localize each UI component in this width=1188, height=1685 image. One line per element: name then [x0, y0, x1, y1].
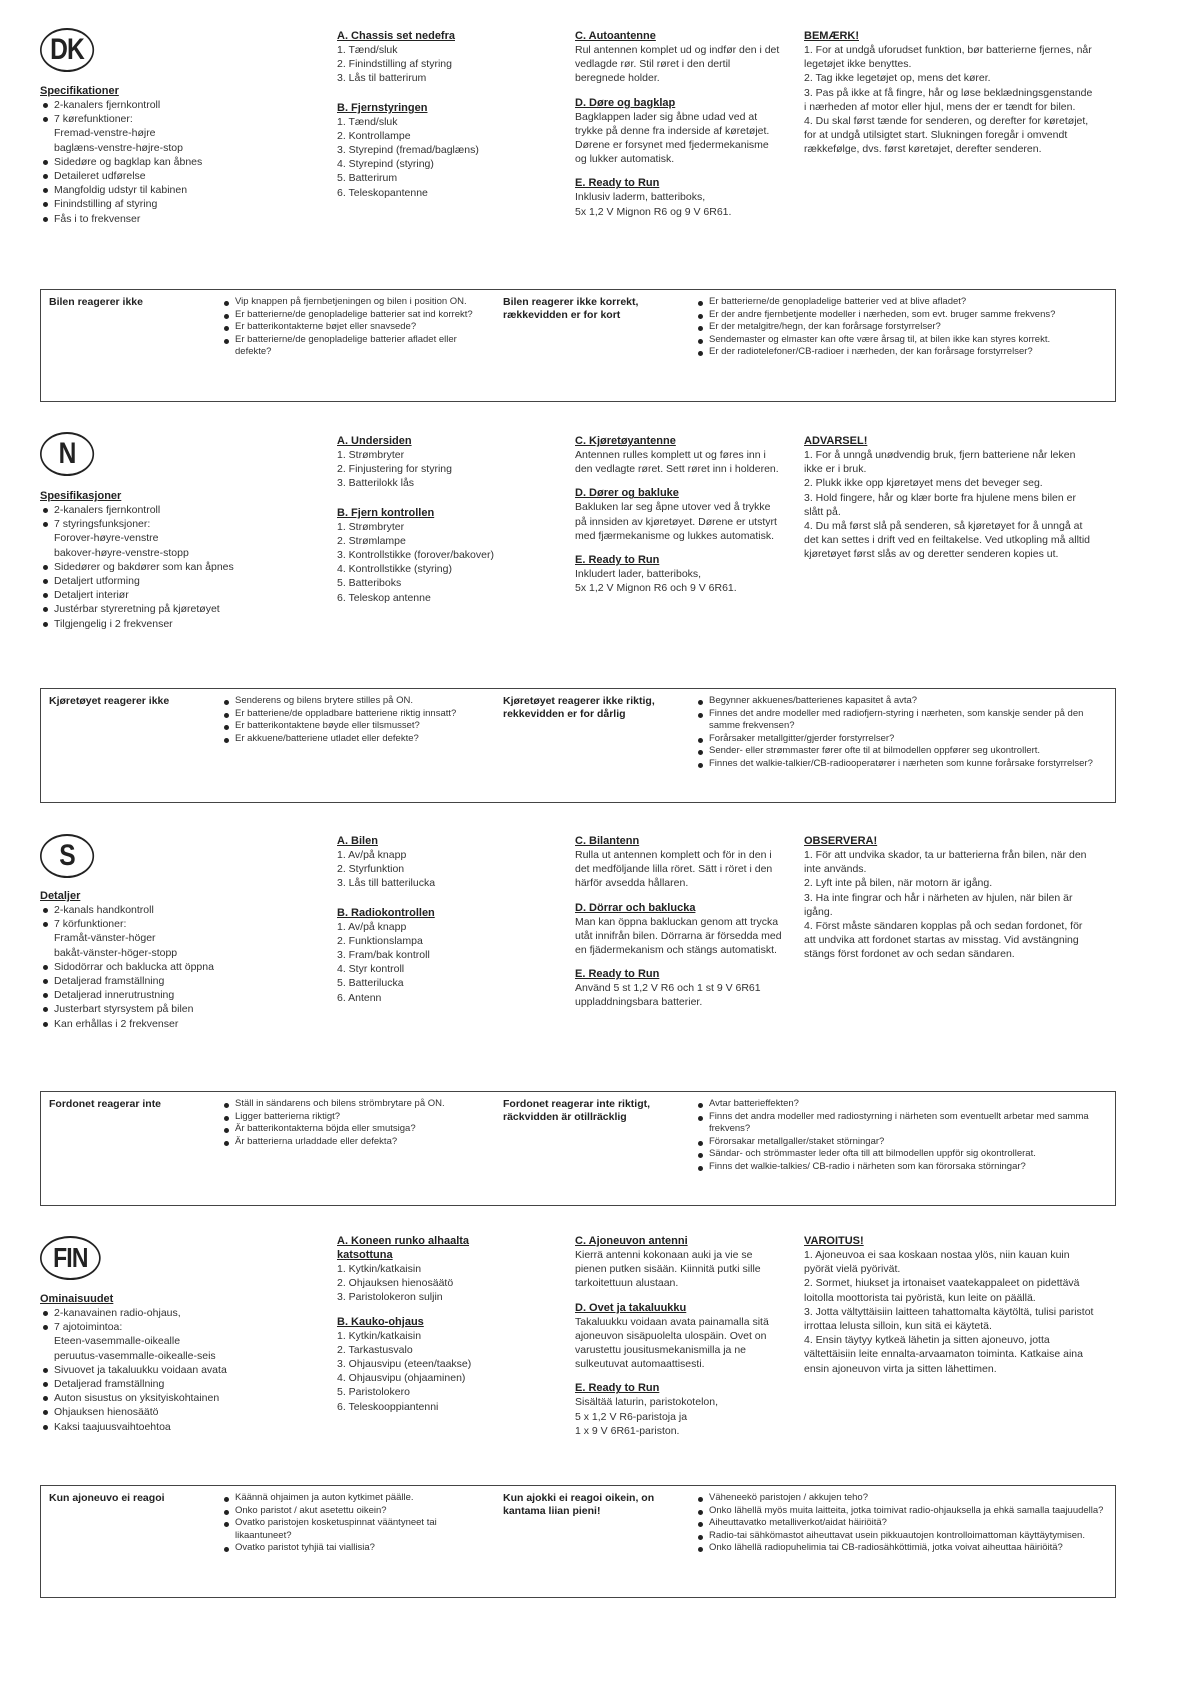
- trouble-item: Sändar- och strömmaster leder ofta till att bilmodellen uppför sig okontrollerat.: [695, 1148, 1105, 1161]
- part-a-item: 3. Lås till batterilucka: [337, 877, 436, 890]
- spec-item: 7 kørefunktioner: Fremad-venstre-højre baglæns-venstre-højre-stop: [40, 112, 270, 155]
- part-a-item: 1. Strømbryter: [337, 449, 405, 461]
- trouble-item: Finnes det walkie-talkier/CB-radiooperatører i nærheten som kunne forårsake forstyrrelser?: [695, 758, 1105, 771]
- warning-title: OBSERVERA!: [804, 835, 878, 847]
- trouble-item: Avtar batterieffekten?: [695, 1098, 1105, 1111]
- part-e-text: Använd 5 st 1,2 V R6 och 1 st 9 V 6R61: [575, 982, 761, 995]
- part-c-text: Kierrä antenni kokonaan auki ja vie se pienen putken sisään. Kiinnitä putki sille tarkoitettuun alustaan.: [575, 1249, 761, 1290]
- spec-item: 7 körfunktioner: Framåt-vänster-höger bakåt-vänster-höger-stopp: [40, 917, 270, 960]
- language-badge-fin: FIN: [40, 1236, 101, 1280]
- warning-item: 4. Först måste sändaren kopplas på och sedan fordonet, för att undvika att fordonet startas av misstag. Vid avstängning stängs först fordonet av och sedan sändaren.: [804, 920, 1083, 961]
- spec-item: Finindstilling af styring: [40, 197, 270, 211]
- warning-item: 1. For å unngå unødvendig bruk, fjern batteriene når leken ikke er i bruk.: [804, 449, 1076, 476]
- spec-item: Sidedører og bakdører som kan åpnes: [40, 560, 270, 574]
- trouble-2-title: Bilen reagerer ikke korrekt, rækkevidden er for kort: [503, 296, 639, 321]
- part-b-item: 4. Styrepind (styring): [337, 158, 434, 171]
- warning-item: 3. Ha inte fingrar och hår i närheten av hjulen, när bilen är igång.: [804, 891, 1073, 918]
- warning-item: 3. Pas på ikke at få fingre, hår og løse beklædningsgenstande i nærheden af motor eller hjul, mens der er tændt for bilen.: [804, 86, 1093, 113]
- troubleshooting-box: [40, 1485, 1116, 1598]
- spec-item: Detaljerad framställning: [40, 974, 270, 988]
- part-b-item: 5. Batteriboks: [337, 577, 402, 590]
- language-badge-n: N: [40, 432, 94, 476]
- part-b-title: B. Fjern kontrollen: [337, 506, 435, 519]
- part-a-item: 3. Lås til batterirum: [337, 72, 427, 85]
- spec-title: Detaljer: [40, 890, 81, 902]
- trouble-item: Onko paristot / akut asetettu oikein?: [221, 1505, 481, 1518]
- spec-item: 7 styringsfunksjoner: Forover-høyre-venstre bakover-høyre-venstre-stopp: [40, 517, 270, 560]
- trouble-item: Vip knappen på fjernbetjeningen og bilen i position ON.: [221, 296, 481, 309]
- trouble-item: Er der andre fjernbetjente modeller i nærheden, som evt. bruger samme frekvens?: [695, 309, 1105, 322]
- part-b-title: B. Fjernstyringen: [337, 101, 428, 114]
- spec-item: Detaljert utforming: [40, 574, 270, 588]
- trouble-item: Er batterikontakterne bøjet eller snavsede?: [221, 321, 481, 334]
- part-a-item: 1. Kytkin/katkaisin: [337, 1263, 422, 1275]
- warning-item: 4. Du må først slå på senderen, så kjøretøyet for å unngå at det kan settes i drift ved en feiltakelse. Ved utkopling må alltid kjøretøyet først slås av og deretter senderen kopies ut.: [804, 520, 1090, 561]
- trouble-1-title: Bilen reagerer ikke: [49, 296, 143, 308]
- part-b-item: 1. Tænd/sluk: [337, 115, 398, 128]
- part-c-text: Rul antennen komplet ud og indfør den i det vedlagde rør. Stil røret i den dertil beregnede holder.: [575, 44, 780, 85]
- trouble-item: Finnes det andre modeller med radiofjern-styring i nærheten, som kanskje sender på den samme frekvensen?: [695, 708, 1105, 733]
- trouble-item: Er batterikontaktene bøyde eller tilsmusset?: [221, 720, 481, 733]
- part-a-item: 2. Styrfunktion: [337, 863, 405, 876]
- warning-item: 4. Ensin täytyy kytkeä lähetin ja sitten ajoneuvo, jotta vältettäisiin leite ennalta-arvaamaton toiminta. Katkaise aina ensin ajoneuvon virta ja sitten lähettimen.: [804, 1334, 1083, 1375]
- trouble-item: Väheneekö paristojen / akkujen teho?: [695, 1492, 1105, 1505]
- part-b-item: 4. Kontrollstikke (styring): [337, 563, 452, 576]
- spec-item: Sidedøre og bagklap kan åbnes: [40, 155, 270, 169]
- warning-item: 2. Plukk ikke opp kjøretøyet mens det beveger seg.: [804, 477, 1043, 490]
- part-c-title: C. Kjøretøyantenne: [575, 435, 676, 447]
- part-c-text: Antennen rulles komplett ut og føres inn i den vedlagte røret. Sett røret inn i holderen.: [575, 449, 779, 476]
- part-a-item: 3. Paristolokeron suljin: [337, 1291, 443, 1304]
- spec-item: Kaksi taajuusvaihtoehtoa: [40, 1420, 280, 1434]
- part-e-text: 5x 1,2 V Mignon R6 och 9 V 6R61.: [575, 582, 737, 595]
- language-badge-dk: DK: [40, 28, 94, 72]
- trouble-2-title: Kjøretøyet reagerer ikke riktig, rekkevidden er for dårlig: [503, 695, 655, 720]
- spec-item: Justerbart styrsystem på bilen: [40, 1002, 270, 1016]
- features-column: [575, 29, 780, 219]
- trouble-1-list: [221, 1492, 481, 1555]
- part-c-title: C. Autoantenne: [575, 30, 656, 42]
- part-e-text: uppladdningsbara batterier.: [575, 996, 703, 1009]
- spec-title: Ominaisuudet: [40, 1293, 114, 1305]
- features-column: [575, 834, 785, 1010]
- part-e-text: 1 x 9 V 6R61-pariston.: [575, 1424, 680, 1437]
- part-d-text: Takaluukku voidaan avata painamalla sitä ajoneuvon sisäpuolelta ulospäin. Ovet on varustettu jousitusmekanismilla ja ne sulkeutuvat automaattisesti.: [575, 1315, 769, 1371]
- trouble-item: Förorsakar metallgaller/staket störningar?: [695, 1136, 1105, 1149]
- troubleshooting-box: [40, 1091, 1116, 1206]
- part-d-title: D. Dører og bakluke: [575, 487, 679, 500]
- trouble-item: Ovatko paristot tyhjiä tai viallisia?: [221, 1542, 481, 1555]
- part-e-text: 5x 1,2 V Mignon R6 og 9 V 6R61.: [575, 205, 732, 218]
- spec-item: 2-kanavainen radio-ohjaus,: [40, 1306, 280, 1320]
- warning-item: 1. Ajoneuvoa ei saa koskaan nostaa ylös, niin kauan kuin pyörät vielä pyörivät.: [804, 1249, 1070, 1276]
- part-b-item: 4. Ohjausvipu (ohjaaminen): [337, 1372, 466, 1385]
- warning-column: [804, 29, 1094, 157]
- warning-column: [804, 1234, 1094, 1376]
- trouble-item: Onko lähellä radiopuhelimia tai CB-radiosähköttimiä, jotka voivat aiheuttaa häiriöitä?: [695, 1542, 1105, 1555]
- warning-item: 3. Jotta vältyttäisiin laitteen tahattomalta käytöltä, tulisi paristot irrottaa lelusta silloin, kun sitä ei käytetä.: [804, 1305, 1094, 1333]
- spec-item: Fås i to frekvenser: [40, 212, 270, 226]
- spec-column: [40, 489, 270, 631]
- spec-item: Sidodörrar och baklucka att öppna: [40, 960, 270, 974]
- trouble-item: Finns det walkie-talkies/ CB-radio i närheten som kan förorsaka störningar?: [695, 1161, 1105, 1174]
- trouble-1-title: Kun ajoneuvo ei reagoi: [49, 1492, 165, 1504]
- part-b-item: 1. Kytkin/katkaisin: [337, 1329, 422, 1342]
- part-e-text: Inkludert lader, batteriboks,: [575, 568, 702, 581]
- language-badge-s: S: [40, 834, 94, 878]
- trouble-item: Är batterikontakterna böjda eller smutsiga?: [221, 1123, 481, 1136]
- warning-item: 2. Sormet, hiukset ja irtonaiset vaatekappaleet on pidettävä loitolla moottorista tai pyöristä, kun leite on päällä.: [804, 1277, 1080, 1304]
- part-e-text: Sisältää laturin, paristokotelon,: [575, 1396, 718, 1409]
- spec-title: Specifikationer: [40, 85, 119, 97]
- part-a-title: A. Chassis set nedefra: [337, 30, 455, 42]
- part-a-item: 2. Ohjauksen hienosäätö: [337, 1277, 454, 1290]
- part-b-title: B. Radiokontrollen: [337, 906, 435, 919]
- part-d-text: Bagklappen lader sig åbne udad ved at trykke på denne fra inderside af køretøjet. Dørene er forsynet med fjedermekanisme og lukker automatisk.: [575, 110, 770, 166]
- trouble-item: Er der radiotelefoner/CB-radioer i nærheden, der kan forårsage forstyrrelser?: [695, 346, 1105, 359]
- part-b-item: 1. Strømbryter: [337, 520, 405, 533]
- trouble-item: Er batterierne/de genopladelige batterier sat ind korrekt?: [221, 309, 481, 322]
- spec-column: [40, 889, 270, 1031]
- part-a-item: 2. Finjustering for styring: [337, 463, 452, 476]
- spec-item: 2-kanalers fjernkontroll: [40, 503, 270, 517]
- part-d-title: D. Døre og bagklap: [575, 96, 676, 109]
- parts-column: [337, 434, 537, 605]
- trouble-item: Ligger batterierna riktigt?: [221, 1111, 481, 1124]
- spec-item: Detaljert interiør: [40, 588, 270, 602]
- part-b-item: 5. Batterirum: [337, 172, 398, 185]
- troubleshooting-box: [40, 289, 1116, 402]
- trouble-2-list: [695, 1492, 1105, 1555]
- part-a-title: A. Undersiden: [337, 435, 412, 447]
- trouble-item: Finns det andra modeller med radiostyrning i närheten som eventuellt arbetar med samma frekvens?: [695, 1111, 1105, 1136]
- part-e-text: Inklusiv laderm, batteriboks,: [575, 191, 706, 204]
- part-b-item: 5. Paristolokero: [337, 1386, 410, 1399]
- trouble-item: Sender- eller strømmaster fører ofte til at bilmodellen oppfører seg ukontrollert.: [695, 745, 1105, 758]
- part-a-title: A. Bilen: [337, 835, 378, 847]
- trouble-item: Er batterierne/de genopladelige batterier afladet eller defekte?: [221, 334, 481, 359]
- spec-item: 2-kanals handkontroll: [40, 903, 270, 917]
- spec-item: Ohjauksen hienosäätö: [40, 1405, 280, 1419]
- part-b-item: 6. Antenn: [337, 991, 382, 1004]
- part-a-item: 2. Finindstilling af styring: [337, 58, 452, 71]
- part-c-text: Rulla ut antennen komplett och för in den i det medföljande lilla röret. Sätt i röret i den härför avsedda hållaren.: [575, 849, 773, 890]
- part-a-item: 3. Batterilokk lås: [337, 477, 415, 490]
- part-b-item: 4. Styr kontroll: [337, 963, 405, 976]
- part-b-item: 6. Teleskopantenne: [337, 186, 428, 199]
- warning-column: [804, 434, 1094, 562]
- trouble-2-title: Kun ajokki ei reagoi oikein, on kantama liian pieni!: [503, 1492, 655, 1517]
- features-column: [575, 1234, 780, 1438]
- spec-column: [40, 84, 270, 226]
- spec-item: Kan erhållas i 2 frekvenser: [40, 1017, 270, 1031]
- warning-title: BEMÆRK!: [804, 30, 859, 42]
- trouble-1-list: [221, 695, 481, 745]
- part-b-title: B. Kauko-ohjaus: [337, 1315, 424, 1328]
- trouble-item: Ställ in sändarens och bilens strömbrytare på ON.: [221, 1098, 481, 1111]
- trouble-item: Sendemaster og elmaster kan ofte være årsag til, at bilen ikke kan styres korrekt.: [695, 334, 1105, 347]
- warning-item: 4. Du skal først tænde for senderen, og derefter for køretøjet, for at undgå utilsigtet start. Slukningen foregår i omvendt rækkefølge, dvs. først køretøjet, derefter senderen.: [804, 115, 1089, 156]
- trouble-item: Är batterierna urladdade eller defekta?: [221, 1136, 481, 1149]
- spec-title: Spesifikasjoner: [40, 490, 122, 502]
- trouble-item: Ovatko paristojen kosketuspinnat vääntyneet tai likaantuneet?: [221, 1517, 481, 1542]
- spec-item: 7 ajotoimintoa: Eteen-vasemmalle-oikealle peruutus-vasemmalle-oikealle-seis: [40, 1320, 280, 1363]
- trouble-item: Aiheuttavatko metalliverkot/aidat häiriöitä?: [695, 1517, 1105, 1530]
- parts-column: [337, 1234, 487, 1414]
- trouble-item: Er batterierne/de genopladelige batterier ved at blive afladet?: [695, 296, 1105, 309]
- part-a-item: 1. Av/på knapp: [337, 849, 407, 861]
- part-e-title: E. Ready to Run: [575, 968, 660, 981]
- warning-item: 2. Lyft inte på bilen, när motorn är igång.: [804, 877, 993, 890]
- part-b-item: 2. Tarkastusvalo: [337, 1343, 413, 1356]
- trouble-item: Er akkuene/batteriene utladet eller defekte?: [221, 733, 481, 746]
- part-b-item: 3. Ohjausvipu (eteen/taakse): [337, 1358, 472, 1371]
- part-b-item: 2. Kontrollampe: [337, 129, 411, 142]
- warning-item: 1. For at undgå uforudset funktion, bør batterierne fjernes, når legetøjet ikke benyttes.: [804, 44, 1092, 71]
- features-column: [575, 434, 780, 595]
- part-b-item: 3. Styrepind (fremad/baglæns): [337, 144, 479, 157]
- trouble-1-list: [221, 1098, 481, 1148]
- trouble-item: Radio-tai sähkömastot aiheuttavat usein pikkuautojen kontrolloimattoman käyttäytymisen.: [695, 1530, 1105, 1543]
- trouble-1-title: Kjøretøyet reagerer ikke: [49, 695, 170, 707]
- part-b-item: 3. Kontrollstikke (forover/bakover): [337, 549, 494, 562]
- trouble-1-list: [221, 296, 481, 359]
- part-b-item: 1. Av/på knapp: [337, 920, 407, 933]
- part-d-title: D. Ovet ja takaluukku: [575, 1301, 687, 1314]
- part-b-item: 6. Teleskooppiantenni: [337, 1400, 439, 1413]
- part-e-title: E. Ready to Run: [575, 177, 660, 190]
- spec-item: Detaileret udførelse: [40, 169, 270, 183]
- spec-item: Detaljerad framställning: [40, 1377, 280, 1391]
- part-d-text: Bakluken lar seg åpne utover ved å trykke på innsiden av kjøretøyet. Dørene er utstyrt med fjærmekanisme og lukkes automatisk.: [575, 501, 777, 542]
- trouble-1-title: Fordonet reagerar inte: [49, 1098, 162, 1110]
- warning-column: [804, 834, 1094, 962]
- trouble-2-list: [695, 695, 1105, 770]
- warning-title: ADVARSEL!: [804, 435, 868, 447]
- spec-item: Justérbar styreretning på kjøretøyet: [40, 602, 270, 616]
- part-b-item: 2. Strømlampe: [337, 534, 406, 547]
- spec-item: Tilgjengelig i 2 frekvenser: [40, 617, 270, 631]
- warning-item: 2. Tag ikke legetøjet op, mens det kører.: [804, 72, 991, 85]
- trouble-item: Er der metalgitre/hegn, der kan forårsage forstyrrelser?: [695, 321, 1105, 334]
- spec-item: Mangfoldig udstyr til kabinen: [40, 183, 270, 197]
- trouble-item: Er batteriene/de oppladbare batteriene riktig innsatt?: [221, 708, 481, 721]
- spec-item: Sivuovet ja takaluukku voidaan avata: [40, 1363, 280, 1377]
- warning-title: VAROITUS!: [804, 1235, 864, 1247]
- part-e-text: 5 x 1,2 V R6-paristoja ja: [575, 1410, 688, 1423]
- trouble-2-list: [695, 1098, 1105, 1173]
- part-d-text: Man kan öppna bakluckan genom att trycka utåt innifrån bilen. Dörrarna är försedda med en fjädermekanism och stängs automatiskt.: [575, 915, 782, 957]
- trouble-item: Forårsaker metallgitter/gjerder forstyrrelser?: [695, 733, 1105, 746]
- parts-column: [337, 29, 537, 200]
- spec-item: 2-kanalers fjernkontroll: [40, 98, 270, 112]
- part-a-item: 1. Tænd/sluk: [337, 44, 398, 56]
- part-d-title: D. Dörrar och baklucka: [575, 901, 696, 914]
- part-b-item: 5. Batterilucka: [337, 977, 404, 990]
- part-c-title: C. Ajoneuvon antenni: [575, 1235, 688, 1247]
- trouble-item: Senderens og bilens brytere stilles på ON.: [221, 695, 481, 708]
- parts-column: [337, 834, 537, 1005]
- warning-item: 3. Hold fingere, hår og klær borte fra hjulene mens bilen er slått på.: [804, 491, 1076, 518]
- spec-item: Detaljerad innerutrustning: [40, 988, 270, 1002]
- trouble-item: Onko lähellä myös muita laitteita, jotka toimivat radio-ohjauksella ja ehkä samalla taajuudella?: [695, 1505, 1105, 1518]
- part-a-title: A. Koneen runko alhaalta katsottuna: [337, 1235, 470, 1261]
- part-e-title: E. Ready to Run: [575, 554, 660, 567]
- part-b-item: 2. Funktionslampa: [337, 934, 423, 947]
- spec-item: Auton sisustus on yksityiskohtainen: [40, 1391, 280, 1405]
- troubleshooting-box: [40, 688, 1116, 803]
- trouble-item: Käännä ohjaimen ja auton kytkimet päälle.: [221, 1492, 481, 1505]
- part-e-title: E. Ready to Run: [575, 1382, 660, 1395]
- part-b-item: 3. Fram/bak kontroll: [337, 949, 430, 962]
- warning-item: 1. För att undvika skador, ta ur batterierna från bilen, när den inte används.: [804, 849, 1087, 876]
- spec-column: [40, 1292, 280, 1434]
- trouble-item: Begynner akkuenes/batterienes kapasitet å avta?: [695, 695, 1105, 708]
- part-c-title: C. Bilantenn: [575, 835, 640, 847]
- trouble-2-list: [695, 296, 1105, 359]
- part-b-item: 6. Teleskop antenne: [337, 591, 431, 604]
- trouble-2-title: Fordonet reagerar inte riktigt, räckvidden är otillräcklig: [503, 1098, 651, 1123]
